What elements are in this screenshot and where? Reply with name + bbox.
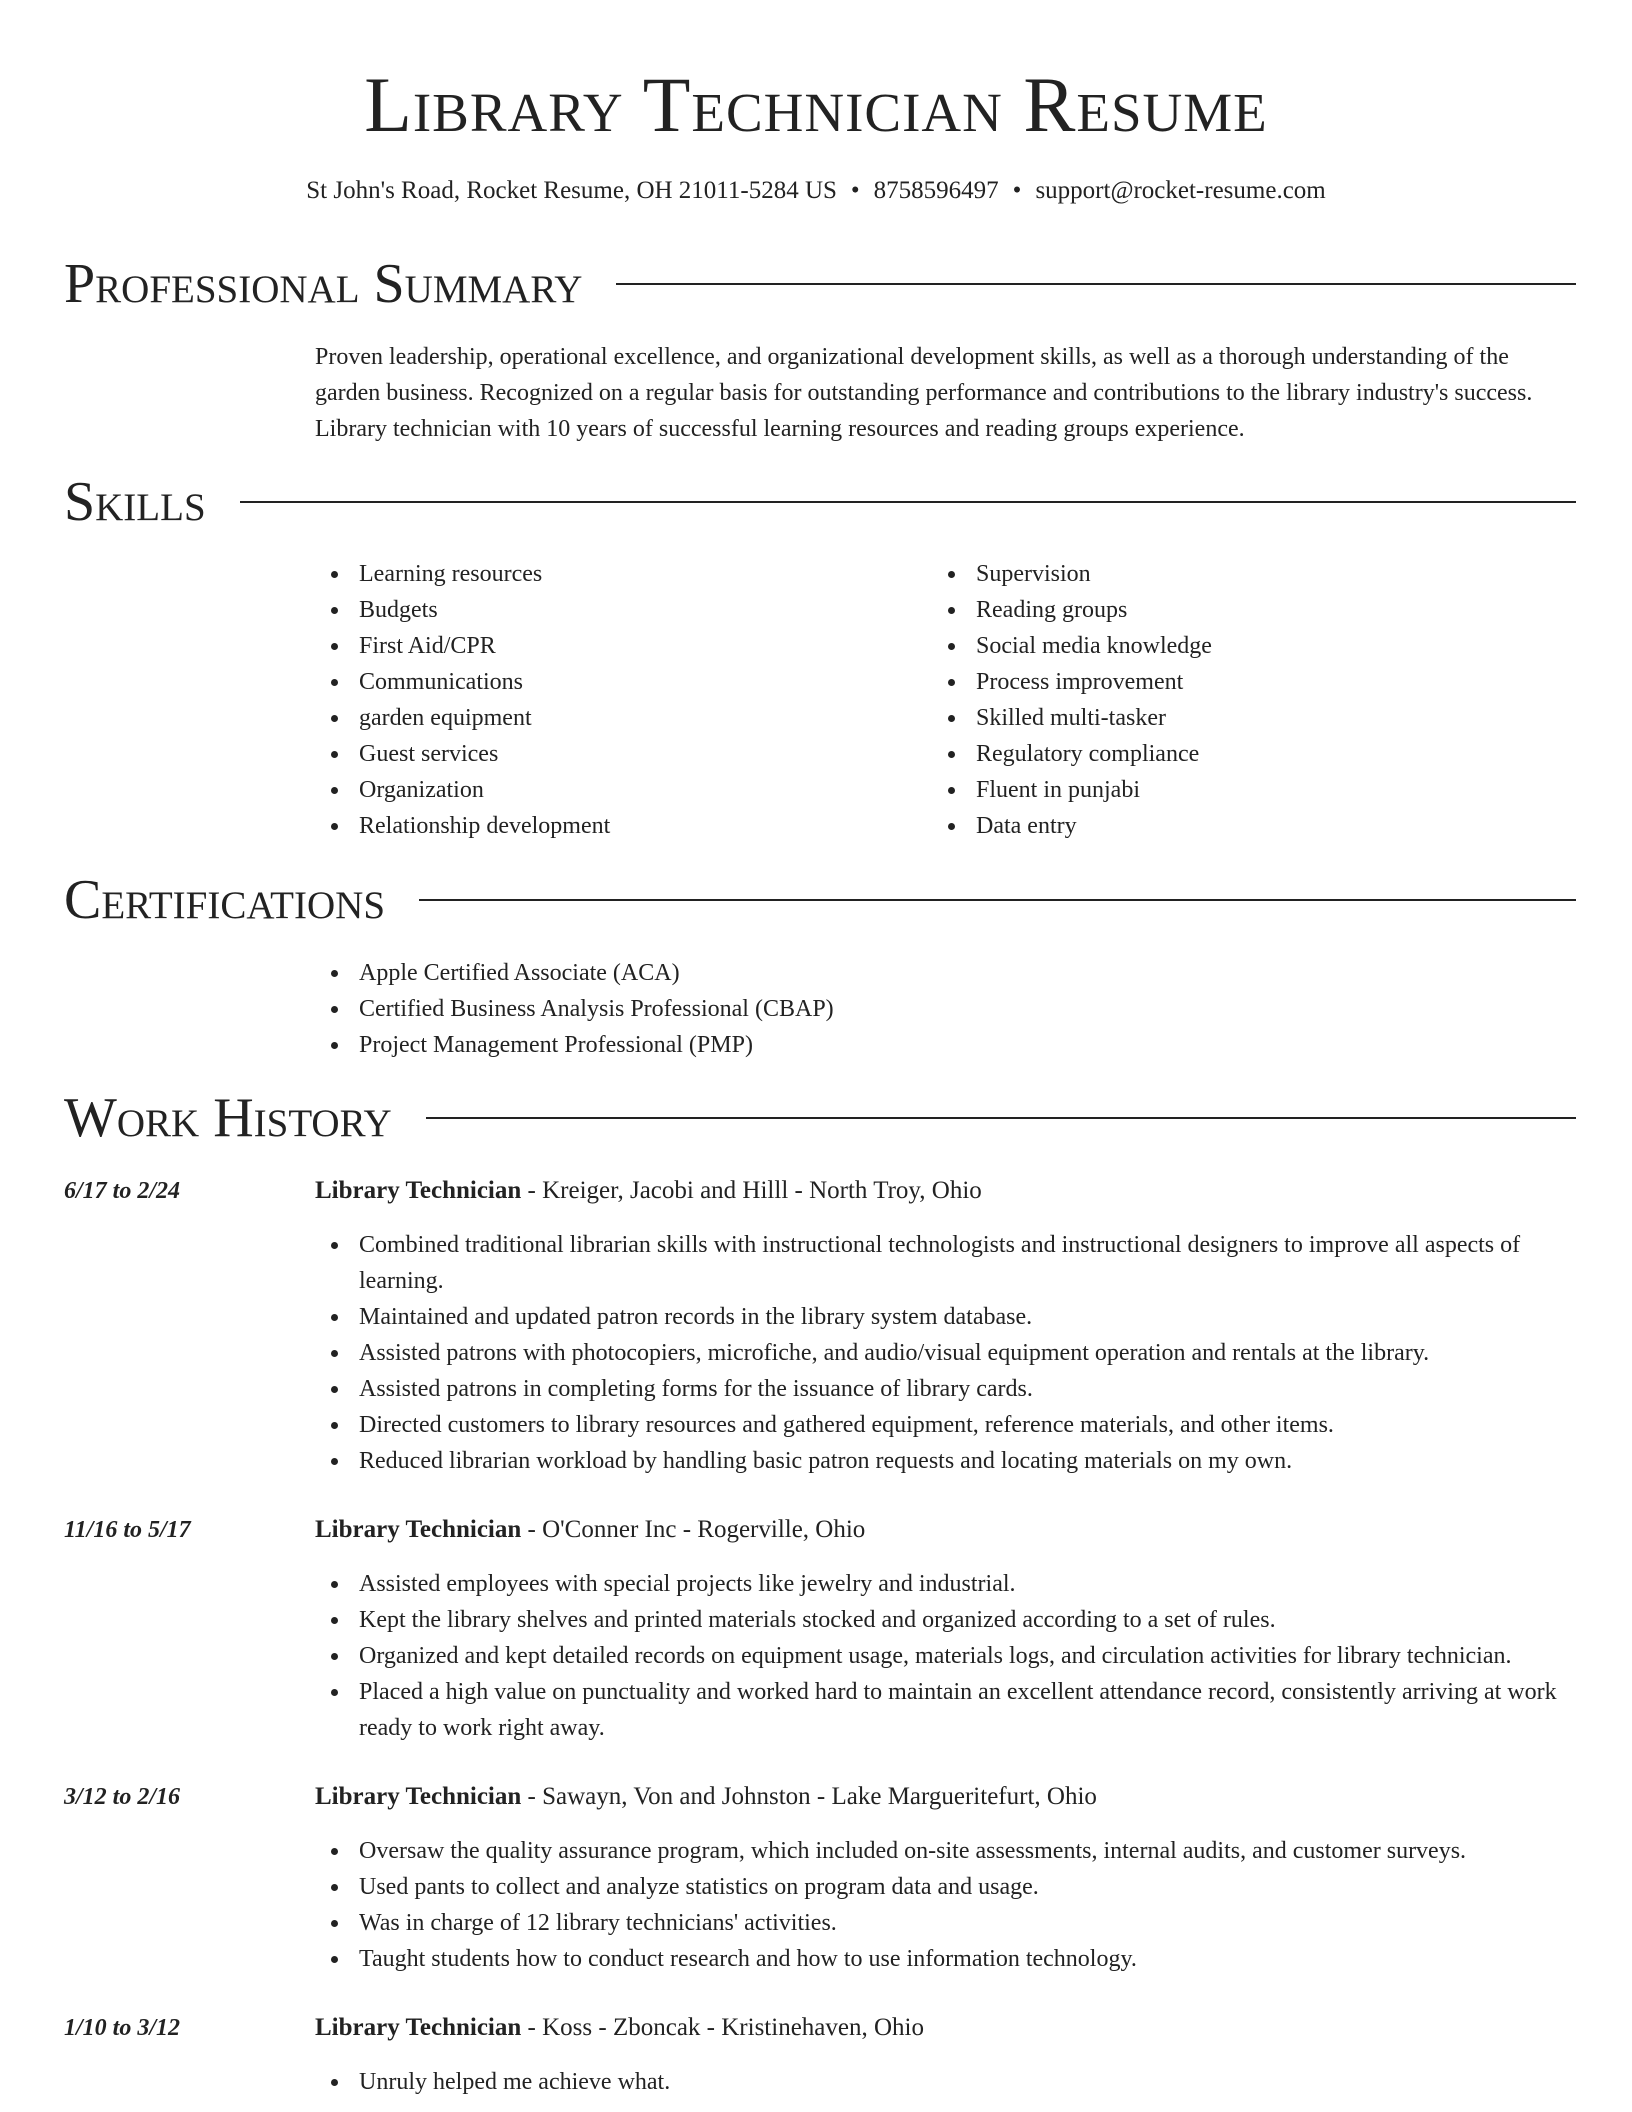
certification-item: Apple Certified Associate (ACA) [315, 955, 1515, 991]
job-duty: Kept the library shelves and printed materials stocked and organized according to a set of rules. [315, 1602, 1575, 1638]
contact-separator: • [850, 177, 860, 204]
skill-item: Communications [315, 664, 915, 700]
skill-item: Skilled multi-tasker [932, 700, 1572, 736]
job-heading [315, 1512, 1575, 1548]
job-dates: 6/17 to 2/24 [64, 1178, 181, 1204]
job-employer: - O'Conner Inc - Rogerville, Ohio [521, 1516, 866, 1543]
job-duties [315, 1833, 1575, 1977]
skill-item: Data entry [932, 808, 1572, 844]
contact-phone: 8758596497 [873, 177, 999, 204]
job-duty: Used pants to collect and analyze statistics on program data and usage. [315, 1869, 1575, 1905]
job-duty: Assisted patrons in completing forms for the issuance of library cards. [315, 1371, 1575, 1407]
skill-item: Organization [315, 772, 915, 808]
skill-item: Budgets [315, 592, 915, 628]
skill-item: Reading groups [932, 592, 1572, 628]
job-employer: - Sawayn, Von and Johnston - Lake Margueritefurt, Ohio [521, 1783, 1097, 1810]
skill-item: Learning resources [315, 556, 915, 592]
certifications-section-header [64, 868, 1576, 932]
job-duty: Combined traditional librarian skills with instructional technologists and instructional designers to improve all aspects of learning. [315, 1227, 1575, 1299]
job-dates: 1/10 to 3/12 [64, 2015, 181, 2041]
job-duties [315, 1227, 1575, 1479]
job-heading [315, 1173, 1575, 1209]
section-divider [419, 899, 1576, 901]
skills-heading: Skills [64, 471, 206, 533]
job-role: Library Technician [315, 1516, 522, 1543]
skills-list-left [315, 556, 915, 844]
job-duty: Reduced librarian workload by handling basic patron requests and locating materials on my own. [315, 1443, 1575, 1479]
job-heading [315, 1779, 1575, 1815]
job-duty: Organized and kept detailed records on equipment usage, materials logs, and circulation activities for library technician. [315, 1638, 1575, 1674]
contact-address: St John's Road, Rocket Resume, OH 21011-5284 US [306, 177, 837, 204]
job-duty: Assisted employees with special projects like jewelry and industrial. [315, 1566, 1575, 1602]
skill-item: Process improvement [932, 664, 1572, 700]
skill-item: Regulatory compliance [932, 736, 1572, 772]
job-employer: - Kreiger, Jacobi and Hilll - North Troy, Ohio [521, 1177, 982, 1204]
skills-section-header [64, 470, 1576, 534]
contact-email: support@rocket-resume.com [1035, 177, 1326, 204]
job-duty: Maintained and updated patron records in the library system database. [315, 1299, 1575, 1335]
certification-item: Project Management Professional (PMP) [315, 1027, 1515, 1063]
certification-item: Certified Business Analysis Professional (CBAP) [315, 991, 1515, 1027]
job-duty: Directed customers to library resources and gathered equipment, reference materials, and other items. [315, 1407, 1575, 1443]
skill-item: Guest services [315, 736, 915, 772]
job-dates: 3/12 to 2/16 [64, 1784, 181, 1810]
summary-text: Proven leadership, operational excellence, and organizational development skills, as well as a thorough understanding of the garden business. Recognized on a regular basis for outstanding performance and contributions to the library industry's success. Library technician with 10 years of successful learning resources and reading groups experience. [315, 344, 1533, 442]
job-duty: Taught students how to conduct research and how to use information technology. [315, 1941, 1575, 1977]
section-divider [616, 283, 1576, 285]
certifications-heading: Certifications [64, 869, 386, 931]
job-role: Library Technician [315, 1177, 522, 1204]
summary-section-header [64, 252, 1576, 316]
skill-item: Relationship development [315, 808, 915, 844]
job-role: Library Technician [315, 2014, 522, 2041]
contact-line [0, 174, 1632, 208]
skill-item: Social media knowledge [932, 628, 1572, 664]
certifications-list [315, 955, 1515, 1063]
job-duty: Unruly helped me achieve what. [315, 2064, 1575, 2100]
section-divider [426, 1117, 1576, 1119]
job-heading [315, 2010, 1575, 2046]
skills-list-right [932, 556, 1572, 844]
work-history-heading: Work History [64, 1087, 392, 1149]
job-dates: 11/16 to 5/17 [64, 1517, 191, 1543]
job-duties [315, 2064, 1575, 2100]
work-history-section-header [64, 1086, 1576, 1150]
job-duties [315, 1566, 1575, 1746]
contact-separator: • [1012, 177, 1022, 204]
summary-heading: Professional Summary [64, 253, 583, 315]
resume-title: Library Technician Resume [364, 61, 1268, 148]
skill-item: garden equipment [315, 700, 915, 736]
job-duty: Placed a high value on punctuality and worked hard to maintain an excellent attendance record, consistently arriving at work ready to work right away. [315, 1674, 1575, 1746]
job-duty: Was in charge of 12 library technicians' activities. [315, 1905, 1575, 1941]
skill-item: First Aid/CPR [315, 628, 915, 664]
skill-item: Fluent in punjabi [932, 772, 1572, 808]
job-employer: - Koss - Zboncak - Kristinehaven, Ohio [521, 2014, 924, 2041]
section-divider [240, 501, 1576, 503]
job-duty: Assisted patrons with photocopiers, microfiche, and audio/visual equipment operation and rentals at the library. [315, 1335, 1575, 1371]
job-role: Library Technician [315, 1783, 522, 1810]
skill-item: Supervision [932, 556, 1572, 592]
job-duty: Oversaw the quality assurance program, which included on-site assessments, internal audits, and customer surveys. [315, 1833, 1575, 1869]
